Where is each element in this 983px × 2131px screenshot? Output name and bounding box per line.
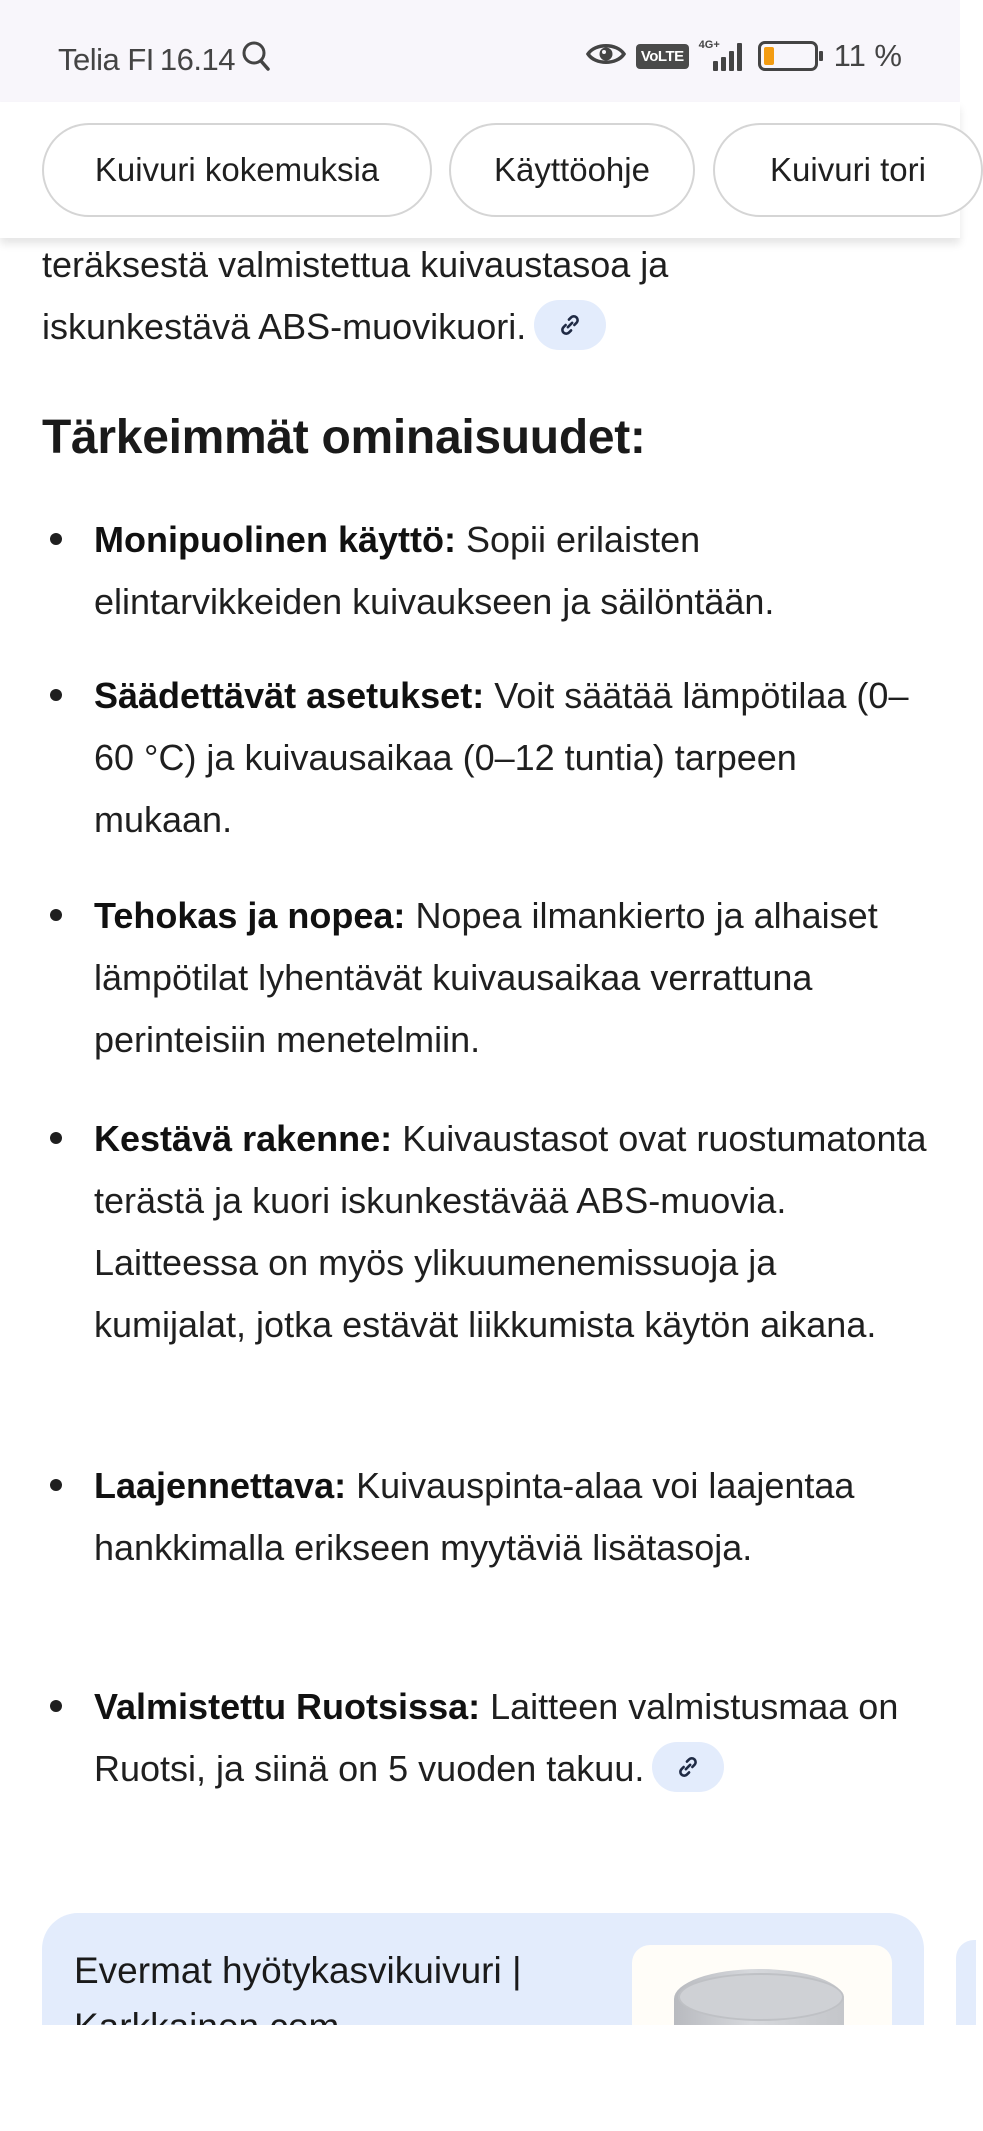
eye-icon [586,40,626,73]
feature-item [94,1676,934,1800]
source-card[interactable] [42,1913,924,2025]
suggestion-chips [0,102,960,238]
feature-title: Monipuolinen käyttö: [94,519,456,560]
features-heading: Tärkeimmät ominaisuudet: [42,411,646,464]
chip-kuivuri-tori[interactable]: Kuivuri tori [713,123,983,217]
chip-kuivuri-kokemuksia[interactable]: Kuivuri kokemuksia [42,123,432,217]
feature-title: Kestävä rakenne: [94,1118,393,1159]
feature-title: Laajennettava: [94,1465,347,1506]
feature-title: Säädettävät asetukset: [94,675,485,716]
feature-text: Nopea ilmankierto ja alhaiset lämpötilat lyhentävät kuivausaikaa verrattuna perinteisiin menetelmiin. [94,895,878,1060]
feature-text: Laitteen valmistusmaa on Ruotsi, ja siinä on 5 vuoden takuu. [94,1686,899,1789]
bullet [50,689,62,701]
next-source-card[interactable] [956,1940,976,2025]
status-bar [0,0,960,102]
feature-item [94,509,934,633]
feature-text: Voit säätää lämpötilaa (0–60 °C) ja kuivausaikaa (0–12 tuntia) tarpeen mukaan. [94,675,909,840]
feature-item [94,1455,934,1579]
clock: 16.14 [159,42,235,77]
feature-text: Kuivaustasot ovat ruostumatonta terästä ja kuori iskunkestävää ABS-muovia. Laitteessa on myös ylikuumenemissuoja ja kumijalat, jotka estävät liikkumista käytön aikana. [94,1118,927,1345]
status-right [586,38,902,74]
volte-icon: VoLTE [636,44,689,69]
feature-item [94,885,934,1071]
intro-line-2: iskunkestävä ABS-muovikuori. [42,296,922,358]
battery-icon [758,41,818,71]
chip-kayttoohje[interactable]: Käyttöohje [449,123,695,217]
intro-paragraph [42,234,922,358]
bullet [50,1479,62,1491]
signal-icon: 4G+ [699,41,742,71]
link-icon[interactable] [534,300,606,350]
bullet [50,533,62,545]
bullet [50,1700,62,1712]
bullet [50,909,62,921]
link-icon[interactable] [652,1742,724,1792]
search-icon [241,40,271,80]
bullet [50,1132,62,1144]
status-left [58,40,271,80]
battery-percent: 11 % [833,38,902,73]
bottom-area [0,2025,960,2131]
feature-title: Valmistettu Ruotsissa: [94,1686,481,1727]
carrier-name: Telia FI [58,42,154,77]
intro-line-1: teräksestä valmistettua kuivaustasoa ja [42,244,669,285]
feature-text: Sopii erilaisten elintarvikkeiden kuivaukseen ja säilöntään. [94,519,775,622]
feature-title: Tehokas ja nopea: [94,895,406,936]
feature-item [94,1108,934,1356]
feature-text: Kuivauspinta-alaa voi laajentaa hankkimalla erikseen myytäviä lisätasoja. [94,1465,855,1568]
feature-item [94,665,934,851]
source-title: Evermat hyötykasvikuivuri | [74,1950,522,1991]
